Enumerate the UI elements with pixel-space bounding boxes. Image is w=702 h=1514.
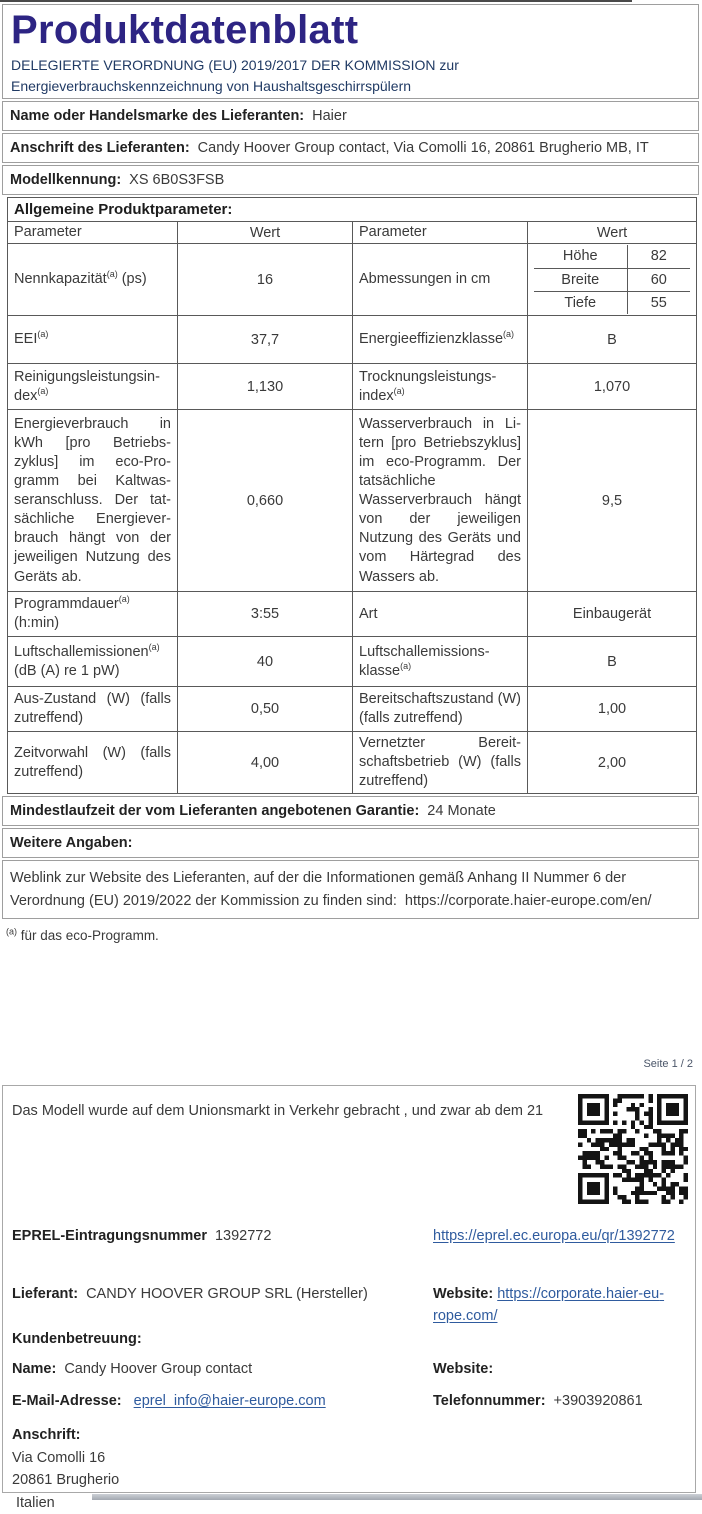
next-page-edge (92, 1494, 702, 1500)
value-cell: 37,7 (178, 316, 353, 364)
footnote-text: für das eco-Programm. (21, 928, 159, 943)
dimensions-subtable (534, 245, 690, 314)
supplier-address-row (2, 133, 699, 163)
param-cell: Programmdauer$^{(a)}$ (h:min) (8, 592, 178, 637)
footnote-eco-program (6, 928, 699, 943)
value-cell: 1,00 (528, 687, 697, 732)
col-header-parameter-2: Parameter (353, 222, 528, 244)
manufacturer-value: CANDY HOOVER GROUP SRL (Hersteller) (86, 1286, 368, 1302)
product-parameters-table (7, 197, 697, 794)
value-cell: 3:55 (178, 592, 353, 637)
supplier-name-label: Name oder Handelsmarke des Lieferanten: (10, 108, 304, 124)
title-block (2, 4, 699, 99)
email-link[interactable]: eprel_info@haier-europe.com (134, 1393, 326, 1409)
supplier-name-row (2, 101, 699, 131)
email-label: E-Mail-Adresse: (12, 1393, 122, 1409)
model-identifier-label: Modellkennung: (10, 172, 121, 188)
table-row-duration-type (8, 592, 697, 637)
col-header-wert-2: Wert (528, 222, 697, 244)
param-cell: Nennkapazität$^{(a)}$ (ps) (8, 244, 178, 316)
value-cell: 1,130 (178, 364, 353, 410)
eprel-number-label: EPREL-Eintragungsnummer (12, 1228, 207, 1244)
manufacturer-row (12, 1284, 417, 1306)
contact-name-value: Candy Hoover Group contact (64, 1361, 252, 1377)
customer-service-heading: Kundenbetreuung: (12, 1329, 417, 1351)
dimension-row-hoehe: Höhe 82 (534, 245, 690, 268)
param-cell: Reinigungsleistungsindex$^{(a)}$ (8, 364, 178, 410)
param-cell: Zeitvorwahl (W) (falls zutreffend) (8, 732, 178, 794)
eprel-link-cell (433, 1226, 691, 1248)
table-row-capacity-dimensions (8, 244, 697, 316)
param-cell: Aus-Zustand (W) (falls zutreffend) (8, 687, 178, 732)
supplier-address-label: Anschrift des Lieferanten: (10, 140, 190, 156)
additional-info-row (2, 828, 699, 858)
value-cell: Einbaugerät (528, 592, 697, 637)
value-cell: 0,660 (178, 410, 353, 592)
value-cell: 16 (178, 244, 353, 316)
supplier-website-label: Website: (433, 1286, 493, 1302)
market-placement-text: Das Modell wurde auf dem Unionsmarkt in Verkehr gebracht , und zwar ab dem 21 (12, 1103, 573, 1119)
address-block (12, 1424, 417, 1514)
dimension-row-tiefe: Tiefe 55 (534, 291, 690, 314)
phone-value: +3903920861 (554, 1393, 643, 1409)
param-cell: Wasserverbrauch in Litern [pro Betriebszyklus] im eco-Programm. Der tatsächliche Wasserverbrauch hängt von der jeweiligen Nutzung des Geräts und vom Härtegrad des Wassers ab. (353, 410, 528, 592)
contact-name-label: Name: (12, 1361, 56, 1377)
table-row-eei (8, 316, 697, 364)
page-title: Produktdatenblatt (11, 7, 690, 54)
table-row-off-standby (8, 687, 697, 732)
table-row-energy-water-consumption (8, 410, 697, 592)
param-cell: Luftschallemissionen$^{(a)}$ (dB (A) re 1 pW) (8, 637, 178, 687)
datasheet-page2 (2, 1085, 696, 1493)
table-row-cleaning-drying-index (8, 364, 697, 410)
param-cell: EEI$^{(a)}$ (8, 316, 178, 364)
param-cell: Bereitschaftszustand (W) (falls zutreffend) (353, 687, 528, 732)
additional-info-label: Weitere Angaben: (10, 835, 132, 851)
phone-label: Telefonnummer: (433, 1393, 546, 1409)
param-cell: Energieeffizienzklasse$^{(a)}$ (353, 316, 528, 364)
supplier-website-link[interactable]: https://corporate.haier-europe.com/ (433, 1286, 664, 1324)
section-title: Allgemeine Produktparameter: (8, 198, 697, 222)
model-identifier-value: XS 6B0S3FSB (129, 172, 224, 188)
param-cell: Energieverbrauch in kWh [pro Betriebszyklus] im eco-Programm bei Kaltwasseranschluss. Der tatsächliche Energieverbrauch hängt von der jeweiligen Nutzung des Geräts ab. (8, 410, 178, 592)
param-cell: Art (353, 592, 528, 637)
value-cell: 40 (178, 637, 353, 687)
weblink-text: Weblink zur Website des Lieferanten, auf der die Informationen gemäß Anhang II Nummer 6 der Verordnung (EU) 2019/2022 der Kommission zu finden sind: (10, 870, 626, 908)
param-cell: Trocknungsleistungsindex$^{(a)}$ (353, 364, 528, 410)
qr-code (578, 1094, 688, 1204)
address-line: Italien (12, 1492, 417, 1514)
model-identifier-row (2, 165, 699, 195)
value-cell: 1,070 (528, 364, 697, 410)
warranty-value: 24 Monate (427, 803, 496, 819)
page-indicator: Seite 1 / 2 (643, 1058, 693, 1070)
value-cell: 9,5 (528, 410, 697, 592)
value-cell: 2,00 (528, 732, 697, 794)
eprel-number-value: 1392772 (215, 1228, 271, 1244)
datasheet-page1 (2, 2, 699, 943)
footnote-marker: (a) (6, 927, 17, 937)
param-cell: Luftschallemissionsklasse$^{(a)}$ (353, 637, 528, 687)
value-cell: B (528, 316, 697, 364)
contact-name-row (12, 1359, 417, 1381)
weblink-url: https://corporate.haier-europe.com/en/ (405, 893, 652, 909)
value-cell: 0,50 (178, 687, 353, 732)
address-line: 20861 Brugherio (12, 1469, 417, 1492)
phone-row (433, 1391, 691, 1413)
supplier-website-row (433, 1284, 691, 1328)
table-row-noise (8, 637, 697, 687)
address-line: Via Comolli 16 (12, 1447, 417, 1470)
email-row (12, 1391, 417, 1413)
contact-website-row (433, 1359, 691, 1381)
contact-website-label: Website: (433, 1361, 493, 1377)
col-header-parameter-1: Parameter (8, 222, 178, 244)
warranty-label: Mindestlaufzeit der vom Lieferanten angebotenen Garantie: (10, 803, 419, 819)
manufacturer-label: Lieferant: (12, 1286, 78, 1302)
supplier-address-value: Candy Hoover Group contact, Via Comolli 16, 20861 Brugherio MB, IT (198, 140, 649, 156)
col-header-wert-1: Wert (178, 222, 353, 244)
address-label: Anschrift: (12, 1424, 417, 1447)
value-cell: B (528, 637, 697, 687)
eprel-number-row (12, 1226, 417, 1248)
dimension-row-breite: Breite 60 (534, 268, 690, 291)
regulation-subtitle: DELEGIERTE VERORDNUNG (EU) 2019/2017 DER KOMMISSION zur Energieverbrauchskennzeichnung von Haushaltsgeschirrspülern (11, 55, 690, 97)
value-cell: 4,00 (178, 732, 353, 794)
supplier-name-value: Haier (312, 108, 347, 124)
table-row-delay-networked-standby (8, 732, 697, 794)
param-cell: Vernetzter Bereitschaftsbetrieb (W) (falls zutreffend) (353, 732, 528, 794)
dimensions-subtable-cell (528, 244, 697, 316)
weblink-row (2, 860, 699, 919)
warranty-row (2, 796, 699, 826)
eprel-link[interactable]: https://eprel.ec.europa.eu/qr/1392772 (433, 1228, 675, 1244)
param-cell: Abmessungen in cm (353, 244, 528, 316)
